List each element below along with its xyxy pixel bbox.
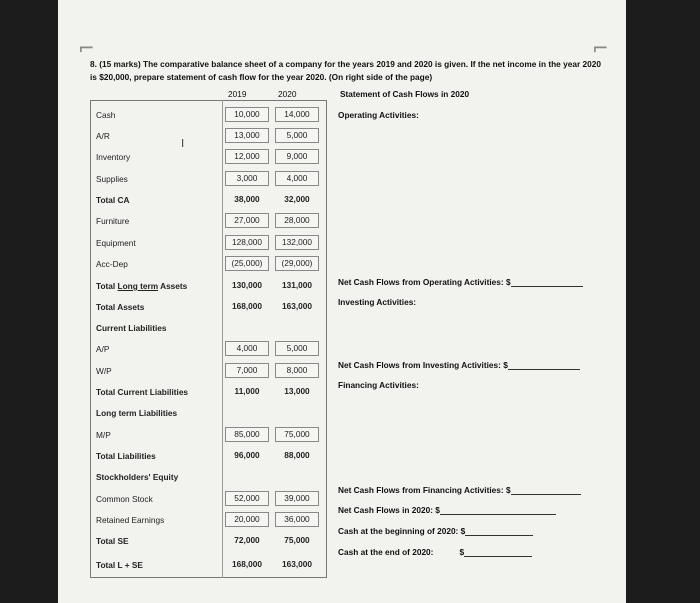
value-2019: 130,000 [232, 280, 262, 290]
value-2019: 96,000 [234, 450, 260, 460]
value-2019: 3,000 [225, 171, 269, 186]
value-2019: 168,000 [232, 301, 262, 311]
operating-activities-heading: Operating Activities: [338, 110, 419, 120]
value-2019: 128,000 [225, 235, 269, 250]
row-label: Total SE [96, 536, 129, 546]
value-2020: 9,000 [275, 149, 319, 164]
row-label: A/R [96, 131, 110, 141]
statement-title: Statement of Cash Flows in 2020 [340, 89, 470, 99]
row-label: W/P [96, 366, 112, 376]
value-2020: 39,000 [275, 491, 319, 506]
text-cursor-icon: I [181, 137, 185, 150]
net-operating-line[interactable] [338, 277, 583, 287]
net-cash-2020-line[interactable] [338, 505, 556, 515]
value-2020: 163,000 [282, 559, 312, 569]
value-2020: 132,000 [275, 235, 319, 250]
net-cash-2020-label: Net Cash Flows in 2020: $ [338, 505, 440, 515]
financing-activities-heading: Financing Activities: [338, 380, 419, 390]
value-2020: 28,000 [275, 213, 319, 228]
value-2020: 5,000 [275, 341, 319, 356]
blank-line [464, 548, 532, 557]
row-label: Cash [96, 110, 116, 120]
corner-mark-left: ⌐ [78, 36, 95, 60]
row-label: Total L + SE [96, 560, 143, 570]
value-2019: 72,000 [234, 535, 260, 545]
value-2019: 85,000 [225, 427, 269, 442]
blank-line [440, 506, 556, 515]
value-2019: 13,000 [225, 128, 269, 143]
value-2019: 168,000 [232, 559, 262, 569]
value-2019: 27,000 [225, 213, 269, 228]
corner-mark-right: ⌐ [592, 36, 609, 60]
row-label: Retained Earnings [96, 515, 165, 525]
value-2020: 163,000 [282, 301, 312, 311]
question-text: 8. (15 marks) The comparative balance sheet of a company for the years 2019 and 2020 is given. If the net income in the year 2020 is $20,000, prepare statement of cash flow for the year 2020. (On right side of the page) [90, 59, 601, 82]
net-financing-line[interactable] [338, 485, 581, 495]
value-2020: 5,000 [275, 128, 319, 143]
row-label: Long term Liabilities [96, 408, 178, 418]
row-label: Stockholders' Equity [96, 472, 179, 482]
blank-line [511, 278, 583, 287]
cash-beginning-line[interactable] [338, 526, 533, 536]
row-label: Inventory [96, 152, 131, 162]
value-2020: 36,000 [275, 512, 319, 527]
net-operating-label: Net Cash Flows from Operating Activities: $ [338, 277, 511, 287]
value-2020: (29,000) [275, 256, 319, 271]
row-label: Current Liabilities [96, 323, 167, 333]
value-2019: 12,000 [225, 149, 269, 164]
value-2019: (25,000) [225, 256, 269, 271]
cash-end-label: Cash at the end of 2020: [338, 547, 434, 557]
row-label: Common Stock [96, 494, 153, 504]
value-2019: 38,000 [234, 194, 260, 204]
value-2020: 13,000 [284, 386, 310, 396]
row-label: Supplies [96, 174, 128, 184]
row-label: Acc-Dep [96, 259, 128, 269]
net-investing-label: Net Cash Flows from Investing Activities: $ [338, 360, 508, 370]
blank-line [511, 486, 581, 495]
column-divider [222, 100, 223, 578]
value-2019: 52,000 [225, 491, 269, 506]
value-2019: 7,000 [225, 363, 269, 378]
row-label: A/P [96, 344, 110, 354]
row-label: Total Current Liabilities [96, 387, 189, 397]
net-financing-label: Net Cash Flows from Financing Activities: $ [338, 485, 511, 495]
cash-beginning-label: Cash at the beginning of 2020: $ [338, 526, 466, 536]
value-2019: 11,000 [234, 386, 260, 396]
net-investing-line[interactable] [338, 360, 580, 370]
value-2019: 20,000 [225, 512, 269, 527]
investing-activities-heading: Investing Activities: [338, 297, 417, 307]
cash-end-line[interactable] [338, 547, 532, 557]
cash-end-dollar: $ [459, 547, 465, 557]
blank-line [465, 527, 533, 536]
value-2019: 4,000 [225, 341, 269, 356]
row-label: M/P [96, 430, 111, 440]
row-label: Furniture [96, 216, 130, 226]
value-2020: 75,000 [275, 427, 319, 442]
row-label: Total Long term Assets [96, 281, 188, 291]
value-2020: 14,000 [275, 107, 319, 122]
value-2020: 32,000 [284, 194, 310, 204]
row-label: Total Liabilities [96, 451, 156, 461]
year-2019-header: 2019 [228, 89, 247, 99]
row-label: Total Assets [96, 302, 145, 312]
row-label: Total CA [96, 195, 130, 205]
blank-line [508, 361, 580, 370]
value-2019: 10,000 [225, 107, 269, 122]
value-2020: 131,000 [282, 280, 312, 290]
value-2020: 8,000 [275, 363, 319, 378]
value-2020: 75,000 [284, 535, 310, 545]
value-2020: 88,000 [284, 450, 310, 460]
row-label: Equipment [96, 238, 136, 248]
value-2020: 4,000 [275, 171, 319, 186]
year-2020-header: 2020 [278, 89, 297, 99]
